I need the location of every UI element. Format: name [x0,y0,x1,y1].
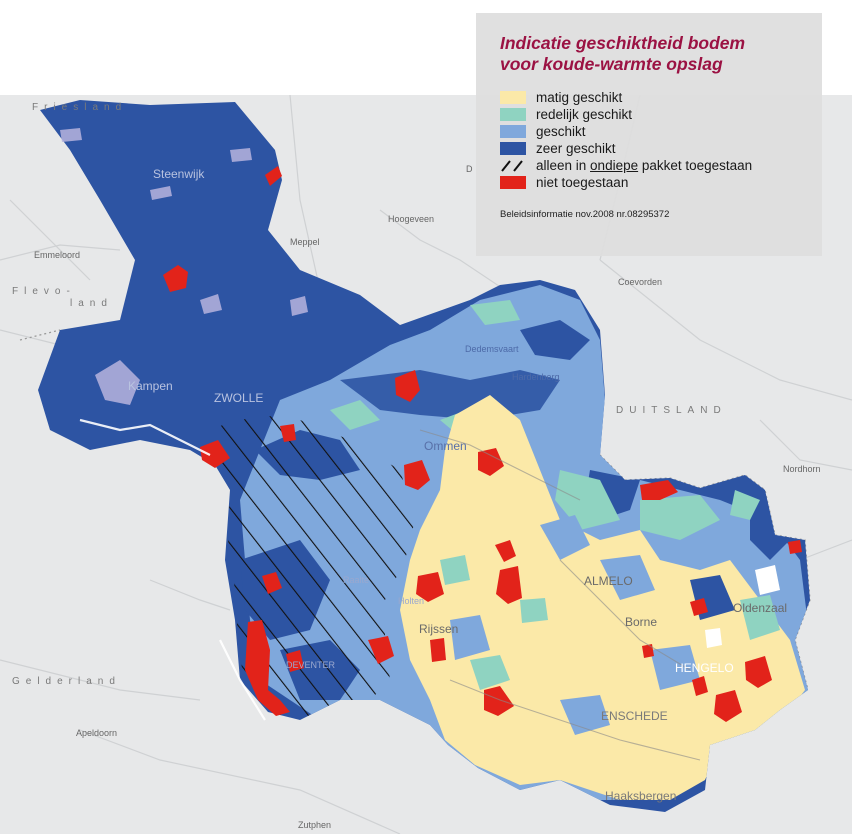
label-dedemsvaart: Dedemsvaart [465,344,519,354]
label-coevorden: Coevorden [618,277,663,287]
label-oldenzaal: Oldenzaal [733,601,788,615]
legend-label-niet: niet toegestaan [536,175,629,190]
swatch-hatch [500,159,526,172]
legend-label-matig: matig geschikt [536,90,623,105]
legend-label-redelijk: redelijk geschikt [536,107,633,122]
label-kampen: Kampen [128,379,173,393]
legend-item-ondiep [500,157,810,174]
label-deventer: DEVENTER [286,660,336,670]
label-flevo: Flevo- [12,286,76,297]
label-almelo: ALMELO [584,574,633,588]
legend-title-line2: voor koude-warmte opslag [500,54,723,74]
label-friesland: Friesland [32,102,128,113]
legend-item-redelijk [500,106,810,123]
swatch-redelijk [500,108,526,121]
legend-label-geschikt: geschikt [536,124,586,139]
swatch-matig [500,91,526,104]
label-nordhorn: Nordhorn [783,464,821,474]
label-zwolle: ZWOLLE [214,391,264,405]
label-meppel: Meppel [290,237,320,247]
legend-panel [476,13,822,256]
label-hengelo: HENGELO [675,661,734,675]
legend-source: Beleidsinformatie nov.2008 nr.08295372 [500,209,670,220]
legend-item-matig [500,89,810,106]
legend-title-line1: Indicatie geschiktheid bodem [500,33,746,53]
legend-item-niet [500,174,810,191]
legend-item-zeer [500,140,810,157]
legend-label-ondiep [536,158,752,173]
label-emmeloord: Emmeloord [34,250,81,260]
label-steenwijk: Steenwijk [153,167,205,181]
swatch-geschikt [500,125,526,138]
label-rijssen: Rijssen [419,622,459,636]
legend-label-zeer: zeer geschikt [536,141,616,156]
label-gelderland: Gelderland [12,676,121,687]
legend-title [500,33,810,75]
legend-item-geschikt [500,123,810,140]
swatch-niet [500,176,526,189]
label-borne: Borne [625,615,658,629]
label-hardenberg: Hardenberg [512,372,560,382]
label-enschede: ENSCHEDE [601,709,668,723]
label-haaksbergen: Haaksbergen [605,789,677,803]
label-ommen: Ommen [424,439,467,453]
label-d: D [466,164,473,174]
legend-label-ondiep-underlined: ondiepe [590,158,639,173]
swatch-zeer [500,142,526,155]
label-holten: Holten [398,596,425,606]
legend-label-ondiep-post: pakket toegestaan [638,158,753,173]
label-apeldoorn: Apeldoorn [76,728,118,738]
label-duitsland: DUITSLAND [616,405,727,416]
label-raalte: Raalte [343,575,370,585]
label-zutphen: Zutphen [298,820,332,830]
legend-label-ondiep-pre: alleen in [536,158,591,173]
label-hoogeveen: Hoogeveen [388,214,435,224]
label-land: land [70,298,113,309]
